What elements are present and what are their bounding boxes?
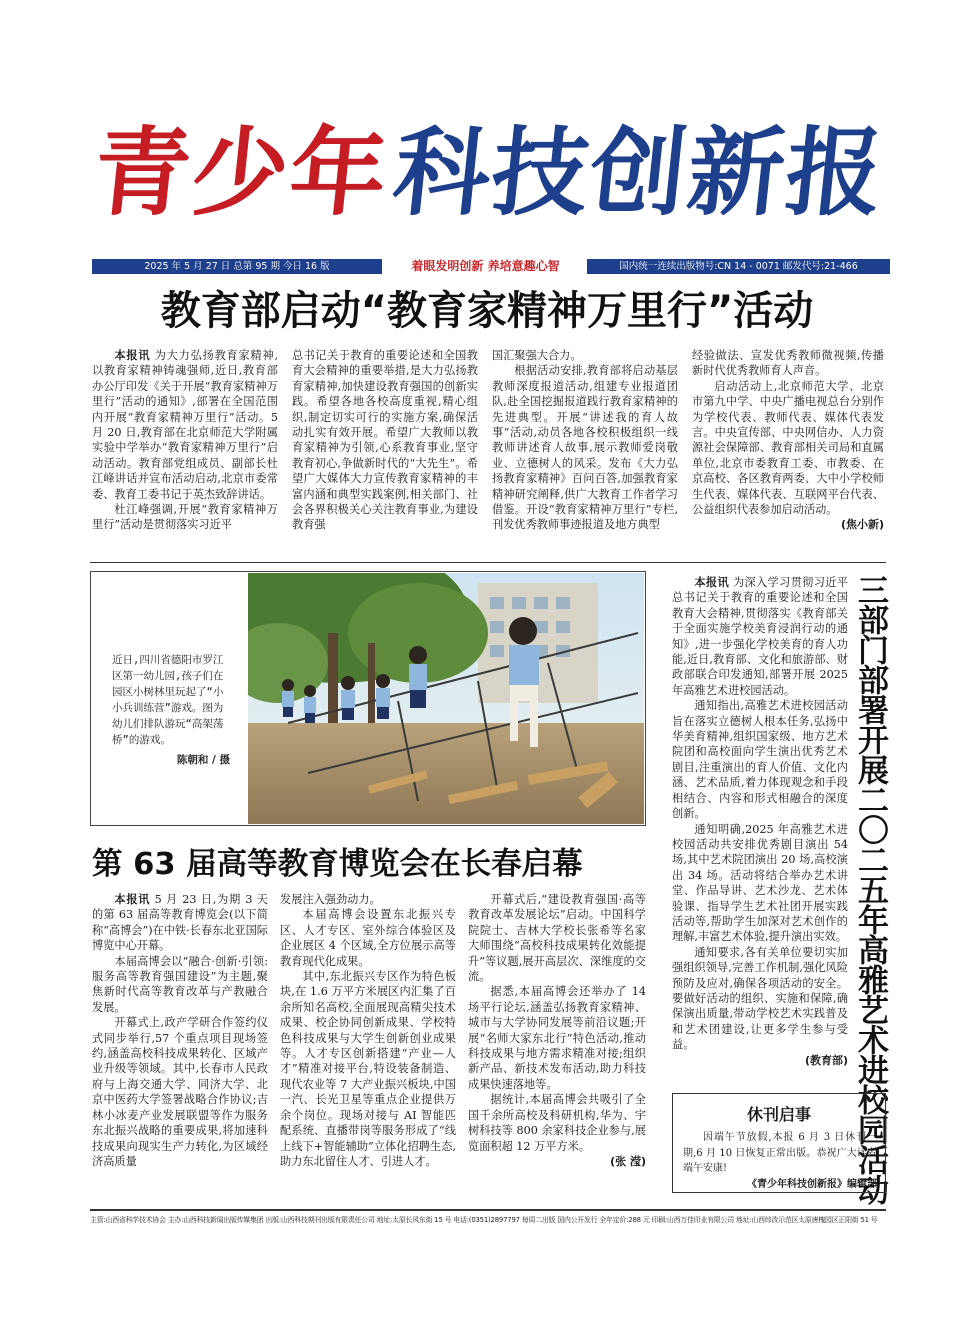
- article1-col2-text: 总书记关于教育的重要论述和全国教育大会精神的重要举措,是大力弘扬教育家精神,加快建设教育强国的创新实践。希望各地各校高度重视,精心组织,制定切实可行的实施方案,确保活动扎实有效开展。希望广大教师以教育家精神为引领,心系教育事业,坚守教育初心,争做新时代的“大先生”。希望广大媒体大力宣传教育家精神的丰富内涵和典型实践案例,相关部门、社会各界积极关心关注教育事业,为建设教育强: [292, 349, 478, 532]
- article2-credit: (张 滢): [610, 1154, 646, 1168]
- article3-p4: 通知要求,各有关单位要切实加强组织领导,完善工作机制,强化风险预防及应对,确保各项活动的安全。要做好活动的组织、实施和保障,确保演出质量,带动学校艺术实践普及和艺术团建设,让更多学生参与受益。: [672, 945, 848, 1052]
- article1-column-4: [692, 348, 884, 558]
- article1-col1-p2: 杜江峰强调,开展“教育家精神万里行”活动是贯彻落实习近平: [92, 503, 278, 532]
- article1-col3-p1: 国汇聚强大合力。: [492, 349, 582, 362]
- notice-title: 休刊启事: [746, 1105, 811, 1124]
- article2-column-3: [468, 892, 646, 1202]
- article2-col1-p1: 5 月 23 日,为期 3 天的第 63 届高等教育博览会(以下简称“高博会”)在中铁·长春东北亚国际博览中心开幕。: [92, 893, 268, 953]
- article3-headline: 三部门部署开展二〇二五年高雅艺术进校园活动: [852, 574, 888, 1204]
- photo-caption-text: 近日,四川省德阳市罗江区第一幼儿园,孩子们在园区小树林里玩起了“小小兵训练营”游戏。图为幼儿们排队游玩“高架荡桥”的游戏。: [112, 654, 224, 746]
- photo-tree-trunk-2: [368, 643, 375, 733]
- footer-imprint: 主管:山西省科学技术协会 主办:山西科技新闻出版传媒集团 出版:山西科技期刊出版有限责任公司 地址:太原长风东街 15 号 电话:(0351)2897797 每周二出版 国内公开发行 全年定价:288 元 印刷:山西万佳印业有限公司 地址:山西综改示范区太原唐槐园区正阳街 51 号: [90, 1216, 878, 1224]
- notice-signature: 《青少年科技创新报》编辑部: [747, 1178, 877, 1190]
- article3-p1: 为深入学习贯彻习近平总书记关于教育的重要论述和全国教育大会精神,贯彻落实《教育部关于全面实施学校美育浸润行动的通知》,进一步强化学校美育的育人功能,近日,教育部、文化和旅游部、财政部联合印发通知,部署开展 2025 年高雅艺术进校园活动。: [672, 576, 848, 697]
- slogan: 着眼发明创新 养培意趣心智: [411, 259, 560, 273]
- notice-body: [683, 1130, 877, 1192]
- publication-number-band: 国内统一连续出版物号:CN 14 - 0071 邮发代号:21-466: [587, 259, 890, 274]
- article2-col3-p1: 开幕式后,“建设教育强国·高等教育改革发展论坛”启动。中国科学院院士、吉林大学校长张希等名家大师围绕“高校科技成果转化效能提升”等议题,展开高层次、深维度的交流。: [468, 893, 646, 984]
- masthead-red-text: 青少年: [88, 116, 395, 229]
- article2-col2-p3: 其中,东北振兴专区作为特色板块,在 1.6 万平方米展区内汇集了百余所知名高校,全面展现高精尖技术成果、校企协同创新成果、学校特色科技成果与大学生创新创业成果等。人才专区创新搭建“产业—人才”精准对接平台,特设装备制造、现代农业等 7 大产业振兴板块,中国一汽、长光卫星等重点企业提供万余个岗位。现场对接与 AI 智能匹配系统、直播带岗等服务形成了“线上线下+智能辅助”立体化招聘生态,助力东北留住人才、引进人才。: [280, 970, 456, 1168]
- article3-lead: 本报讯: [694, 576, 730, 589]
- article1-column-1: [92, 348, 278, 548]
- article1-column-2: [292, 348, 478, 548]
- article2-col2-p2: 本届高博会设置东北振兴专区、人才专区、室外综合体验区及企业展区 4 个区域,全方位展示高等教育现代化成果。: [280, 908, 456, 968]
- photo-caption: [112, 652, 230, 768]
- photo-byline: 陈朝和 / 摄: [176, 754, 230, 766]
- notice-text: 因端午节放假,本报 6 月 3 日休刊一期,6 月 10 日恢复正常出版。恭祝广大读者端午安康!: [683, 1132, 877, 1174]
- article2-col1-p2: 本届高博会以“融合·创新·引领:服务高等教育强国建设”为主题,聚焦新时代高等教育改革与产教融合发展。: [92, 954, 268, 1014]
- article1-col4-p1: 经验做法、宣发优秀教师微视频,传播新时代优秀教师育人声音。: [692, 349, 884, 378]
- article2-column-1: [92, 892, 268, 1202]
- suspension-notice: [672, 1093, 886, 1193]
- article1-col4-p2: 启动活动上,北京师范大学、北京市第九中学、中央广播电视总台分别作为学校代表、教师代表、媒体代表发言。中央宣传部、中央网信办、人力资源社会保障部、教育部相关司局和直属单位,北京市委教育工委、市教委、在京高校、各区教育两委、大中小学校师生代表、媒体代表、互联网平台代表、公益组织代表参加启动活动。: [692, 379, 884, 517]
- article1-column-3: [492, 348, 678, 548]
- article2-col2-p1: 发展注入强劲动力。: [280, 893, 381, 906]
- article3-p3: 通知明确,2025 年高雅艺术进校园活动共安排优秀剧目演出 54 场,其中艺术院团演出 20 场,高校演出 34 场。活动将结合举办艺术讲堂、作品导讲、艺术沙龙、艺术体验课、指导学生艺术社团开展实践活动等,帮助学生加深对艺术创作的理解,丰富艺术体验,提升演出实效。: [672, 822, 848, 944]
- masthead-blue-text: 科技创新报: [388, 116, 891, 229]
- article2-column-2: [280, 892, 456, 1202]
- footer-rule: [90, 1209, 886, 1211]
- article1-credit: (焦小新): [840, 518, 884, 532]
- masthead: [88, 90, 891, 240]
- article2-headline: 第 63 届高等教育博览会在长春启幕: [92, 847, 583, 882]
- article1-col1-text: 为大力弘扬教育家精神,以教育家精神铸魂强师,近日,教育部办公厅印发《关于开展“教育家精神万里行”活动的通知》,部署在全国范围内开展“教育家精神万里行”活动。5 月 20 日,教育部在北京师范大学附属实验中学举办“教育家精神万里行”启动活动。教育部党组成员、副部长杜江峰讲话并宣布活动启动,北京市委常委、教育工委书记于英杰致辞讲话。: [92, 349, 278, 501]
- article2-col1-p3: 开幕式上,政产学研合作签约仪式同步举行,57 个重点项目现场签约,涵盖高校科技成果转化、区域产业升级等领域。其中,长春市人民政府与上海交通大学、同济大学、北京中医药大学签署战略合作协议;吉林小冰麦产业发展联盟等作为服务东北振兴战略的重要成果,将加速科技成果向现实生产力转化,为区域经济高质量: [92, 1016, 268, 1168]
- article1-col3-p2: 根据活动安排,教育部将启动基层教师深度报道活动,组建专业报道团队,赴全国挖掘报道践行教育家精神的先进典型。开展“讲述我的育人故事”活动,动员各地各校积极组织一线教师讲述育人故事,展示教师爱岗敬业、立德树人的风采。发布《大力弘扬教育家精神》百问百答,加强教育家精神研究阐释,供广大教育工作者学习借鉴。开设“教育家精神万里行”专栏,刊发优秀教师事迹报道及地方典型: [492, 364, 678, 532]
- article2-col3-p3: 据统计,本届高博会共吸引了全国千余所高校及科研机构,华为、宇树科技等 800 余家科技企业参与,展览面积超 12 万平方米。: [468, 1093, 646, 1153]
- issue-info-band: 2025 年 5 月 27 日 总第 95 期 今日 16 版: [92, 259, 382, 274]
- article3-credit: (教育部): [804, 1053, 848, 1067]
- article3-p2: 通知指出,高雅艺术进校园活动旨在落实立德树人根本任务,弘扬中华美育精神,组织国家级、地方艺术院团和高校面向学生演出优秀艺术剧目,注重演出的育人价值、文化内涵、艺术品质,着力体现观念和手段相结合、内容和形式相融合的深度创新。: [672, 699, 848, 821]
- article1-headline: 教育部启动“教育家精神万里行”活动: [160, 288, 814, 334]
- article2-lead: 本报讯: [114, 893, 151, 906]
- article2-col3-p2: 据悉,本届高博会还举办了 14 场平行论坛,涵盖弘扬教育家精神、城市与大学协同发展等前沿议题;开展“名师大家东北行”特色活动,推动科技成果与地方需求精准对接;组织新产品、新技术发布活动,助力科技成果快速落地等。: [468, 985, 646, 1091]
- article1-lead: 本报讯: [114, 349, 151, 362]
- section-divider: [90, 562, 886, 563]
- article3-body: [672, 575, 848, 1085]
- photo-children-playground: [248, 573, 644, 824]
